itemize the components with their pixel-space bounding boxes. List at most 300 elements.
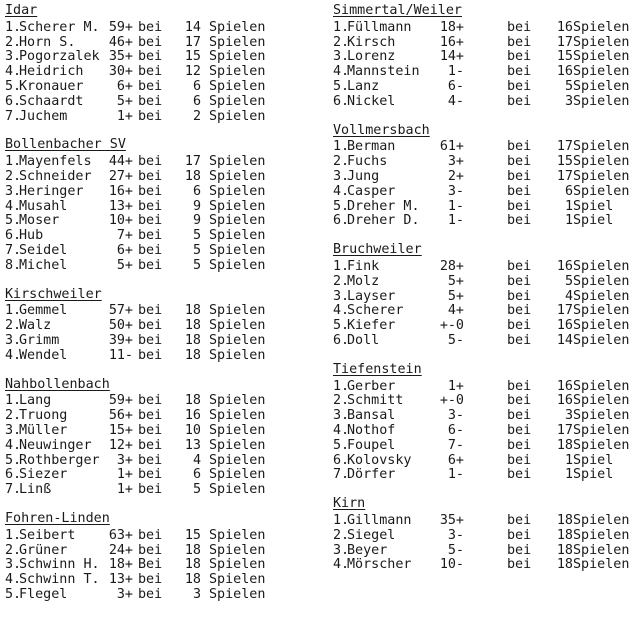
games-label: Spielen [209,108,266,124]
games-count: 6 [192,78,201,94]
team-name: Tiefenstein [333,361,422,377]
player-name: Rothberger [19,452,100,468]
player-row [333,95,635,110]
player-rank: 3. [333,168,350,184]
player-points: 1+ [116,467,133,483]
player-name: Lanz [347,78,380,94]
player-row [5,483,305,498]
player-row [333,439,635,454]
team-name: Bollenbacher SV [5,137,126,153]
player-points: 6+ [116,78,133,94]
games-label: Spielen [209,318,266,334]
games-label: Spielen [209,78,266,94]
games-count: 15 [556,154,573,170]
player-name: Michel [19,257,68,273]
player-name: Siezer [19,467,68,483]
team-name: Kirn [333,496,366,512]
player-rank: 3. [5,183,22,199]
player-row [5,558,305,573]
player-points: 16+ [439,34,464,50]
player-rank: 3. [333,288,350,304]
player-rank: 2. [5,318,22,334]
games-label: Spielen [209,19,266,35]
player-points: 3+ [116,586,133,602]
games-label: Spielen [209,542,266,558]
player-points: 3- [447,183,464,199]
player-row [5,529,305,544]
bei-word: bei [507,437,532,453]
team-block [333,497,635,573]
player-name: Kiefer [347,318,396,334]
player-rank: 4. [5,347,22,363]
player-row [5,200,305,215]
player-rank: 2. [5,542,22,558]
player-rank: 4. [5,198,22,214]
player-name: Neuwinger [19,437,92,453]
player-row [333,380,635,395]
games-count: 9 [192,213,201,229]
bei-word: bei [138,347,163,363]
bei-word: bei [138,78,163,94]
player-rank: 4. [5,437,22,453]
games-label: Spielen [573,527,630,543]
player-rank: 4. [333,303,350,319]
games-count: 17 [556,168,573,184]
player-row [5,185,305,200]
player-name: Füllmann [347,19,412,35]
player-row [5,214,305,229]
player-name: Mörscher [347,557,412,573]
player-points: 63+ [108,527,133,543]
player-rank: 4. [5,572,22,588]
player-row [333,514,635,529]
player-rank: 1. [333,378,350,394]
bei-word: bei [138,154,163,170]
games-count: 18 [184,332,201,348]
player-rank: 1. [333,258,350,274]
games-count: 6 [192,183,201,199]
games-label: Spielen [209,572,266,588]
games-label: Spielen [209,393,266,409]
team-block [5,288,305,364]
bei-word: bei [507,78,532,94]
player-row [333,319,635,334]
player-row [333,334,635,349]
bei-word: bei [507,213,532,229]
bei-word: bei [507,393,532,409]
player-rank: 5. [333,78,350,94]
bei-word: bei [507,288,532,304]
player-rank: 5. [333,437,350,453]
games-count: 12 [184,64,201,80]
player-name: Foupel [347,437,396,453]
player-row [5,424,305,439]
player-rank: 1. [5,303,22,319]
games-count: 17 [556,422,573,438]
player-rank: 2. [333,34,350,50]
games-count: 17 [556,34,573,50]
player-points: 35+ [439,512,464,528]
games-count: 18 [556,437,573,453]
bei-word: Bei [138,557,163,573]
games-label: Spielen [573,288,630,304]
bei-word: bei [138,49,163,65]
player-name: Wendel [19,347,68,363]
player-rank: 2. [333,273,350,289]
games-count: 16 [556,258,573,274]
games-count: 5 [192,257,201,273]
player-rank: 3. [5,332,22,348]
player-points: 2+ [447,168,464,184]
player-rank: 5. [333,198,350,214]
player-name: Truong [19,408,68,424]
player-rank: 6. [5,228,22,244]
player-rank: 1. [333,512,350,528]
player-points: 57+ [108,303,133,319]
games-count: 5 [564,273,573,289]
player-row [5,588,305,603]
player-points: 6+ [447,452,464,468]
games-count: 18 [184,542,201,558]
bei-word: bei [507,303,532,319]
player-points: 5+ [447,288,464,304]
player-points: +-0 [439,318,464,334]
player-row [333,409,635,424]
player-rank: 3. [333,542,350,558]
player-points: 3+ [447,154,464,170]
player-points: 6+ [116,242,133,258]
player-rank: 7. [333,467,350,483]
player-rank: 5. [5,78,22,94]
player-points: 3- [447,527,464,543]
player-row [5,36,305,51]
player-name: Musahl [19,198,68,214]
bei-word: bei [507,527,532,543]
player-row [333,260,635,275]
player-points: 46+ [108,34,133,50]
games-count: 3 [564,408,573,424]
player-rank: 5. [5,586,22,602]
player-points: 5+ [116,257,133,273]
bei-word: bei [138,108,163,124]
games-count: 2 [192,108,201,124]
bei-word: bei [507,49,532,65]
player-points: 1+ [447,378,464,394]
team-name: Idar [5,3,38,18]
player-rank: 5. [333,318,350,334]
player-row [5,334,305,349]
games-count: 16 [556,19,573,35]
games-count: 14 [556,332,573,348]
games-label: Spielen [573,542,630,558]
player-rank: 4. [333,422,350,438]
player-rank: 2. [5,408,22,424]
games-label: Spielen [209,527,266,543]
team-name: Simmertal/Weiler [333,3,462,18]
player-name: Beyer [347,542,388,558]
player-points: 5- [447,542,464,558]
games-label: Spielen [573,437,630,453]
player-rank: 6. [333,213,350,229]
games-count: 5 [192,242,201,258]
player-points: 7- [447,437,464,453]
bei-word: bei [507,34,532,50]
games-count: 5 [564,78,573,94]
player-points: 5+ [447,273,464,289]
games-count: 6 [192,93,201,109]
bei-word: bei [507,258,532,274]
player-points: 5- [447,332,464,348]
player-name: Seidel [19,242,68,258]
games-label: Spielen [209,49,266,65]
games-count: 1 [564,213,573,229]
games-label: Spielen [573,19,630,35]
team-block [333,124,635,230]
bei-word: bei [138,452,163,468]
player-points: 4- [447,93,464,109]
games-count: 18 [184,572,201,588]
games-count: 17 [556,303,573,319]
games-label: Spiel [573,467,614,483]
player-name: Müller [19,422,68,438]
player-name: Seibert [19,527,76,543]
player-row [5,155,305,170]
player-rank: 1. [5,527,22,543]
team-name: Kirschweiler [5,286,102,302]
team-block [5,378,305,498]
bei-word: bei [507,452,532,468]
player-points: 30+ [108,64,133,80]
player-row [333,214,635,229]
player-row [5,110,305,125]
bei-word: bei [138,586,163,602]
bei-word: bei [138,64,163,80]
player-points: 15+ [108,422,133,438]
games-count: 18 [184,557,201,573]
bei-word: bei [507,542,532,558]
games-count: 13 [184,437,201,453]
player-row [333,185,635,200]
games-label: Spielen [209,213,266,229]
team-name: Bruchweiler [333,242,422,258]
player-rank: 4. [333,557,350,573]
team-block [5,4,305,124]
games-label: Spielen [573,258,630,274]
player-name: Moser [19,213,60,229]
games-count: 1 [564,452,573,468]
games-count: 18 [556,557,573,573]
player-points: 28+ [439,258,464,274]
player-row [5,229,305,244]
player-rank: 7. [5,482,22,498]
games-label: Spielen [209,452,266,468]
player-row [333,468,635,483]
player-points: 1- [447,64,464,80]
player-row [333,275,635,290]
player-name: Hub [19,228,44,244]
bei-word: bei [507,154,532,170]
player-row [5,65,305,80]
player-name: Schaardt [19,93,84,109]
bei-word: bei [138,572,163,588]
player-points: 18+ [439,19,464,35]
player-row [333,544,635,559]
player-rank: 4. [5,64,22,80]
bei-word: bei [138,422,163,438]
games-label: Spielen [573,557,630,573]
games-label: Spielen [573,154,630,170]
bei-word: bei [138,303,163,319]
player-name: Fink [347,258,380,274]
games-count: 16 [556,393,573,409]
games-label: Spielen [209,467,266,483]
player-row [333,304,635,319]
bei-word: bei [138,198,163,214]
bei-word: bei [507,318,532,334]
player-row [333,65,635,80]
games-label: Spiel [573,198,614,214]
games-count: 17 [184,34,201,50]
games-count: 18 [184,168,201,184]
bei-word: bei [507,198,532,214]
player-name: Linß [19,482,52,498]
player-row [5,439,305,454]
player-row [333,200,635,215]
player-rank: 3. [333,49,350,65]
player-row [5,170,305,185]
games-label: Spielen [573,408,630,424]
player-name: Gemmel [19,303,68,319]
games-count: 17 [556,139,573,155]
games-label: Spielen [573,378,630,394]
games-label: Spielen [209,154,266,170]
player-points: 35+ [108,49,133,65]
team-block [333,363,635,483]
team-block [333,4,635,110]
games-label: Spielen [573,49,630,65]
games-label: Spielen [573,168,630,184]
right-column [333,4,635,587]
player-rank: 3. [5,422,22,438]
team-name: Nahbollenbach [5,376,110,392]
player-rank: 3. [5,557,22,573]
player-row [333,36,635,51]
games-label: Spielen [209,257,266,273]
player-points: 16+ [108,183,133,199]
games-count: 10 [184,422,201,438]
games-label: Spielen [573,273,630,289]
games-count: 18 [184,393,201,409]
player-name: Lang [19,393,52,409]
player-name: Siegel [347,527,396,543]
player-name: Dreher D. [347,213,420,229]
games-count: 18 [184,303,201,319]
bei-word: bei [138,213,163,229]
player-name: Nothof [347,422,396,438]
player-name: Heringer [19,183,84,199]
games-label: Spielen [573,78,630,94]
games-count: 14 [184,19,201,35]
games-label: Spielen [573,64,630,80]
games-count: 16 [556,64,573,80]
games-count: 16 [184,408,201,424]
player-points: 3- [447,408,464,424]
bei-word: bei [507,183,532,199]
player-name: Schmitt [347,393,404,409]
player-rank: 5. [5,452,22,468]
games-count: 3 [564,93,573,109]
player-rank: 8. [5,257,22,273]
player-name: Doll [347,332,380,348]
games-label: Spielen [573,183,630,199]
player-row [5,409,305,424]
bei-word: bei [138,228,163,244]
player-row [333,155,635,170]
player-points: 50+ [108,318,133,334]
bei-word: bei [138,318,163,334]
games-label: Spielen [209,347,266,363]
games-label: Spielen [209,228,266,244]
team-block [5,512,305,603]
player-name: Pogorzalek [19,49,100,65]
player-points: 13+ [108,572,133,588]
games-count: 4 [192,452,201,468]
player-points: 14+ [439,49,464,65]
player-row [333,454,635,469]
bei-word: bei [138,408,163,424]
games-count: 1 [564,467,573,483]
player-rank: 1. [5,393,22,409]
player-name: Grimm [19,332,60,348]
player-rank: 6. [5,93,22,109]
games-count: 15 [556,49,573,65]
bei-word: bei [507,378,532,394]
games-count: 16 [556,318,573,334]
player-points: 59+ [108,393,133,409]
team-name: Vollmersbach [333,122,430,138]
games-count: 15 [184,49,201,65]
player-rank: 6. [333,332,350,348]
player-row [5,468,305,483]
player-rank: 6. [333,452,350,468]
player-name: Molz [347,273,380,289]
games-label: Spielen [209,482,266,498]
player-points: 1+ [116,108,133,124]
team-name: Fohren-Linden [5,510,110,526]
player-points: 3+ [116,452,133,468]
games-count: 17 [184,154,201,170]
player-name: Fuchs [347,154,388,170]
player-row [5,259,305,274]
games-label: Spiel [573,452,614,468]
left-column [5,4,305,617]
bei-word: bei [507,332,532,348]
player-name: Grüner [19,542,68,558]
games-label: Spielen [573,393,630,409]
player-name: Mannstein [347,64,420,80]
player-name: Kolovsky [347,452,412,468]
player-points: 56+ [108,408,133,424]
player-row [333,394,635,409]
player-name: Juchem [19,108,68,124]
games-label: Spielen [209,586,266,602]
player-points: 13+ [108,198,133,214]
player-rank: 2. [333,154,350,170]
bei-word: bei [507,467,532,483]
player-rank: 5. [5,213,22,229]
games-label: Spielen [209,303,266,319]
player-row [5,394,305,409]
